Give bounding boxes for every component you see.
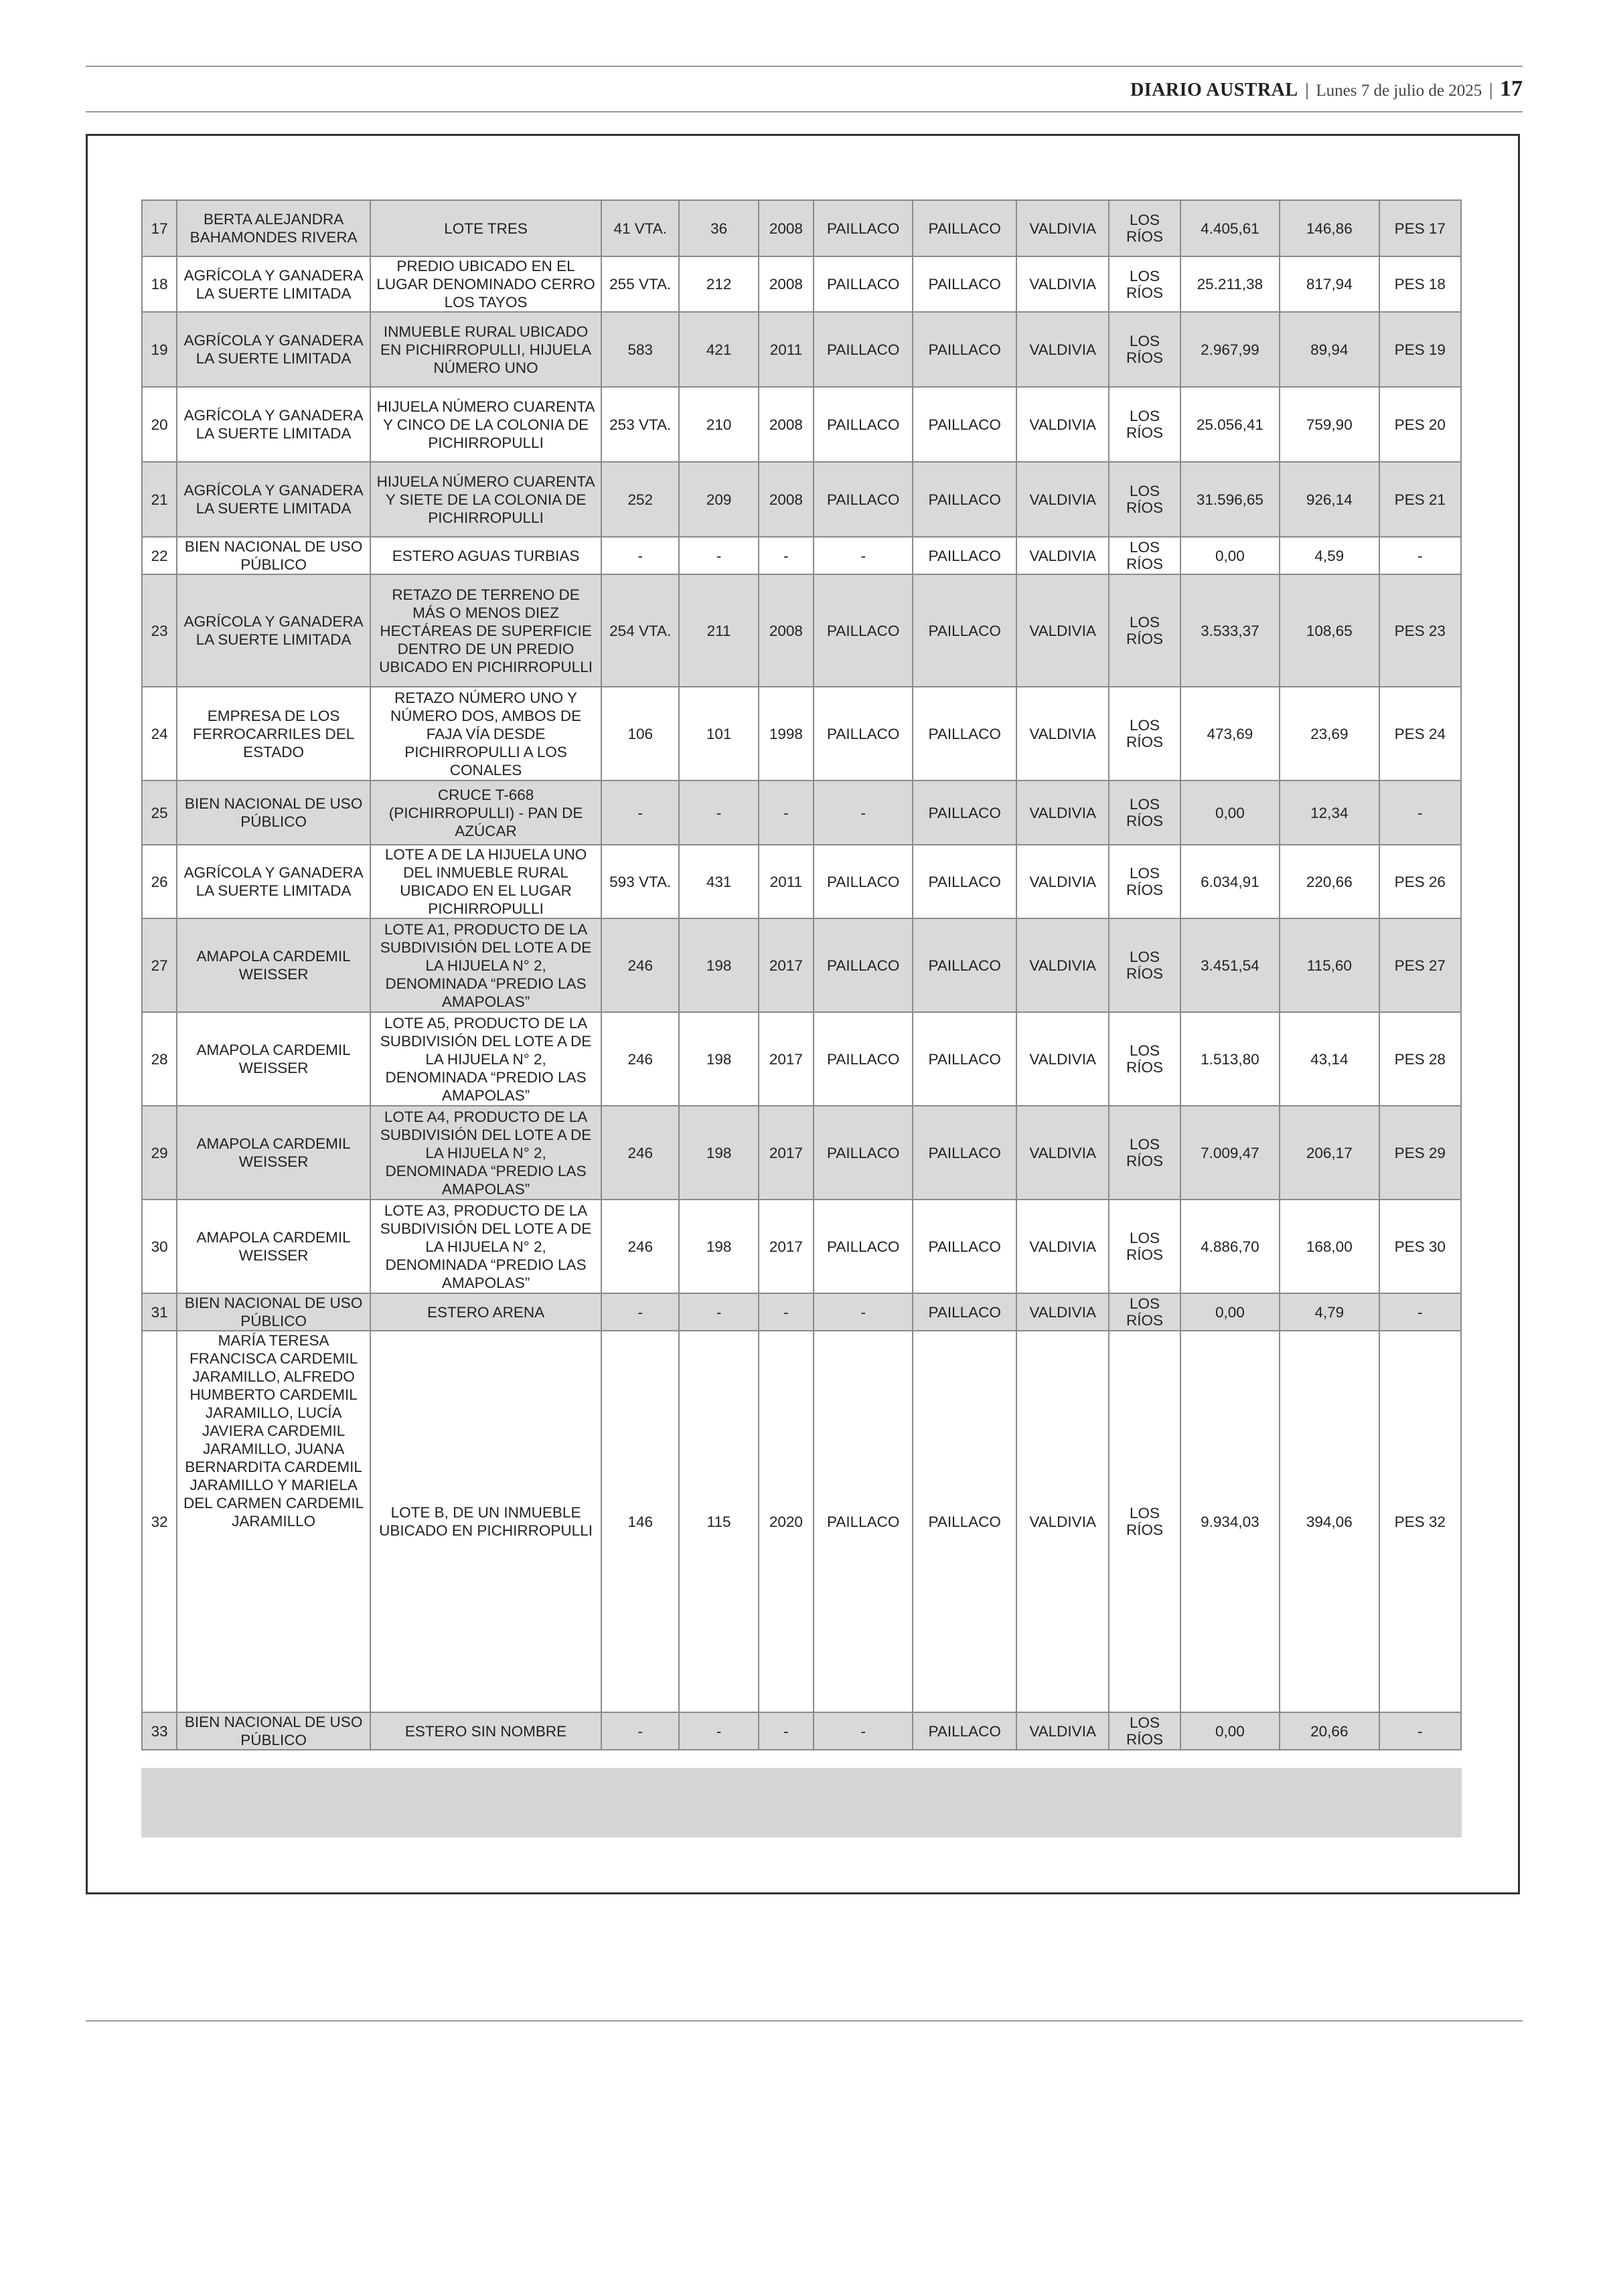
- cell-row-number: 21: [142, 462, 177, 537]
- cell-row-number: 18: [142, 256, 177, 312]
- cell-province: VALDIVIA: [1016, 1712, 1109, 1750]
- cell-region: LOS RÍOS: [1109, 387, 1180, 462]
- table-row: [142, 537, 1461, 574]
- cell-registry: PAILLACO: [814, 200, 913, 256]
- cell-surface-m2: 6.034,91: [1180, 845, 1280, 918]
- cell-surface-m2: 0,00: [1180, 1293, 1280, 1331]
- cell-fojas: 254 VTA.: [601, 574, 679, 687]
- cell-inscription-year: 2011: [759, 845, 814, 918]
- cell-plan-code: PES 21: [1379, 462, 1461, 537]
- cell-region: LOS RÍOS: [1109, 256, 1180, 312]
- cell-registry: PAILLACO: [814, 1200, 913, 1293]
- cell-owner-name: BIEN NACIONAL DE USO PÚBLICO: [177, 1293, 370, 1331]
- cell-region: LOS RÍOS: [1109, 1106, 1180, 1200]
- table-row: [142, 1012, 1461, 1106]
- cell-owner-name: AMAPOLA CARDEMIL WEISSER: [177, 918, 370, 1012]
- cell-expropriated-area: 817,94: [1280, 256, 1379, 312]
- page-header: [86, 67, 1523, 111]
- table-row: [142, 1293, 1461, 1331]
- cell-inscription-year: 2011: [759, 312, 814, 387]
- cell-comuna: PAILLACO: [913, 1293, 1016, 1331]
- cell-comuna: PAILLACO: [913, 845, 1016, 918]
- cell-expropriated-area: 43,14: [1280, 1012, 1379, 1106]
- cell-row-number: 20: [142, 387, 177, 462]
- cell-registry: -: [814, 537, 913, 574]
- cell-plan-code: PES 17: [1379, 200, 1461, 256]
- cell-comuna: PAILLACO: [913, 918, 1016, 1012]
- cell-inscription-number: 431: [679, 845, 758, 918]
- cell-inscription-number: -: [679, 1293, 758, 1331]
- table-row: [142, 312, 1461, 387]
- cell-inscription-number: 198: [679, 1200, 758, 1293]
- cell-comuna: PAILLACO: [913, 574, 1016, 687]
- cell-property-description: HIJUELA NÚMERO CUARENTA Y SIETE DE LA COLONIA DE PICHIRROPULLI: [370, 462, 601, 537]
- table-row: [142, 918, 1461, 1012]
- cell-inscription-year: 2017: [759, 1012, 814, 1106]
- cell-plan-code: PES 26: [1379, 845, 1461, 918]
- cell-province: VALDIVIA: [1016, 200, 1109, 256]
- cell-row-number: 23: [142, 574, 177, 687]
- cell-province: VALDIVIA: [1016, 462, 1109, 537]
- cell-property-description: HIJUELA NÚMERO CUARENTA Y CINCO DE LA COLONIA DE PICHIRROPULLI: [370, 387, 601, 462]
- cell-inscription-year: 2017: [759, 918, 814, 1012]
- cell-owner-name: AGRÍCOLA Y GANADERA LA SUERTE LIMITADA: [177, 845, 370, 918]
- page-number: 17: [1500, 76, 1523, 101]
- cell-fojas: 253 VTA.: [601, 387, 679, 462]
- cell-province: VALDIVIA: [1016, 312, 1109, 387]
- cell-inscription-year: 2008: [759, 256, 814, 312]
- cell-registry: PAILLACO: [814, 256, 913, 312]
- publication-name: DIARIO AUSTRAL: [1130, 80, 1298, 100]
- cell-surface-m2: 25.056,41: [1180, 387, 1280, 462]
- cell-region: LOS RÍOS: [1109, 1293, 1180, 1331]
- gray-footer-band: [141, 1768, 1462, 1837]
- cell-owner-name: AGRÍCOLA Y GANADERA LA SUERTE LIMITADA: [177, 312, 370, 387]
- cell-owner-name: MARÍA TERESA FRANCISCA CARDEMIL JARAMILLO, ALFREDO HUMBERTO CARDEMIL JARAMILLO, LUCÍA JAVIERA CARDEMIL JARAMILLO, JUANA BERNARDITA CARDEMIL JARAMILLO Y MARIELA DEL CARMEN CARDEMIL JARAMILLO: [177, 1331, 370, 1712]
- cell-fojas: -: [601, 1712, 679, 1750]
- cell-province: VALDIVIA: [1016, 781, 1109, 845]
- table-row: [142, 574, 1461, 687]
- cell-fojas: 246: [601, 918, 679, 1012]
- cell-surface-m2: 0,00: [1180, 1712, 1280, 1750]
- cell-comuna: PAILLACO: [913, 1712, 1016, 1750]
- cell-registry: -: [814, 1712, 913, 1750]
- cell-registry: -: [814, 781, 913, 845]
- cell-inscription-year: 1998: [759, 687, 814, 781]
- cell-expropriated-area: 23,69: [1280, 687, 1379, 781]
- cell-row-number: 27: [142, 918, 177, 1012]
- cell-row-number: 32: [142, 1331, 177, 1712]
- table-row: [142, 1200, 1461, 1293]
- cell-owner-name: BIEN NACIONAL DE USO PÚBLICO: [177, 1712, 370, 1750]
- cell-registry: PAILLACO: [814, 1106, 913, 1200]
- cell-region: LOS RÍOS: [1109, 1200, 1180, 1293]
- header-bottom-rule: [86, 111, 1523, 112]
- cell-plan-code: PES 18: [1379, 256, 1461, 312]
- folio-separator: |: [1488, 80, 1493, 100]
- cell-property-description: LOTE A5, PRODUCTO DE LA SUBDIVISIÓN DEL LOTE A DE LA HIJUELA N° 2, DENOMINADA “PREDIO LAS AMAPOLAS”: [370, 1012, 601, 1106]
- cell-comuna: PAILLACO: [913, 1331, 1016, 1712]
- cell-inscription-number: 211: [679, 574, 758, 687]
- cell-inscription-year: 2017: [759, 1200, 814, 1293]
- cell-province: VALDIVIA: [1016, 1293, 1109, 1331]
- cell-inscription-year: -: [759, 537, 814, 574]
- cell-inscription-year: 2017: [759, 1106, 814, 1200]
- cell-owner-name: AGRÍCOLA Y GANADERA LA SUERTE LIMITADA: [177, 574, 370, 687]
- cell-property-description: LOTE A3, PRODUCTO DE LA SUBDIVISIÓN DEL LOTE A DE LA HIJUELA N° 2, DENOMINADA “PREDIO LAS AMAPOLAS”: [370, 1200, 601, 1293]
- cell-owner-name: AMAPOLA CARDEMIL WEISSER: [177, 1200, 370, 1293]
- cell-province: VALDIVIA: [1016, 387, 1109, 462]
- folio: [1130, 76, 1523, 102]
- bottom-rule: [86, 2020, 1523, 2022]
- cell-region: LOS RÍOS: [1109, 1331, 1180, 1712]
- cell-row-number: 25: [142, 781, 177, 845]
- cell-expropriated-area: 926,14: [1280, 462, 1379, 537]
- cell-owner-name: AGRÍCOLA Y GANADERA LA SUERTE LIMITADA: [177, 462, 370, 537]
- cell-registry: PAILLACO: [814, 1012, 913, 1106]
- cell-region: LOS RÍOS: [1109, 574, 1180, 687]
- cell-property-description: RETAZO NÚMERO UNO Y NÚMERO DOS, AMBOS DE FAJA VÍA DESDE PICHIRROPULLI A LOS CONALES: [370, 687, 601, 781]
- cell-fojas: 583: [601, 312, 679, 387]
- cell-surface-m2: 3.533,37: [1180, 574, 1280, 687]
- cell-expropriated-area: 168,00: [1280, 1200, 1379, 1293]
- table-row: [142, 781, 1461, 845]
- cell-expropriated-area: 206,17: [1280, 1106, 1379, 1200]
- cell-surface-m2: 1.513,80: [1180, 1012, 1280, 1106]
- cell-property-description: ESTERO SIN NOMBRE: [370, 1712, 601, 1750]
- table-row: [142, 256, 1461, 312]
- cell-plan-code: PES 30: [1379, 1200, 1461, 1293]
- cell-surface-m2: 473,69: [1180, 687, 1280, 781]
- cell-fojas: 246: [601, 1012, 679, 1106]
- cell-plan-code: -: [1379, 1712, 1461, 1750]
- cell-inscription-number: 115: [679, 1331, 758, 1712]
- cell-surface-m2: 0,00: [1180, 781, 1280, 845]
- cell-province: VALDIVIA: [1016, 1200, 1109, 1293]
- cell-comuna: PAILLACO: [913, 537, 1016, 574]
- table-row: [142, 1331, 1461, 1712]
- cell-row-number: 17: [142, 200, 177, 256]
- cell-property-description: ESTERO ARENA: [370, 1293, 601, 1331]
- cell-plan-code: PES 19: [1379, 312, 1461, 387]
- cell-region: LOS RÍOS: [1109, 1712, 1180, 1750]
- cell-property-description: LOTE B, DE UN INMUEBLE UBICADO EN PICHIRROPULLI: [370, 1331, 601, 1712]
- cell-surface-m2: 9.934,03: [1180, 1331, 1280, 1712]
- table-body: [142, 200, 1461, 1750]
- cell-property-description: LOTE A1, PRODUCTO DE LA SUBDIVISIÓN DEL LOTE A DE LA HIJUELA N° 2, DENOMINADA “PREDIO LAS AMAPOLAS”: [370, 918, 601, 1012]
- cell-registry: PAILLACO: [814, 312, 913, 387]
- cell-expropriated-area: 89,94: [1280, 312, 1379, 387]
- cell-property-description: LOTE A4, PRODUCTO DE LA SUBDIVISIÓN DEL LOTE A DE LA HIJUELA N° 2, DENOMINADA “PREDIO LAS AMAPOLAS”: [370, 1106, 601, 1200]
- table-row: [142, 1712, 1461, 1750]
- cell-province: VALDIVIA: [1016, 918, 1109, 1012]
- cell-owner-name: AGRÍCOLA Y GANADERA LA SUERTE LIMITADA: [177, 256, 370, 312]
- cell-surface-m2: 4.886,70: [1180, 1200, 1280, 1293]
- expropriation-table: [141, 199, 1462, 1750]
- cell-region: LOS RÍOS: [1109, 537, 1180, 574]
- cell-surface-m2: 0,00: [1180, 537, 1280, 574]
- cell-inscription-number: 198: [679, 918, 758, 1012]
- cell-comuna: PAILLACO: [913, 200, 1016, 256]
- cell-region: LOS RÍOS: [1109, 918, 1180, 1012]
- cell-inscription-number: 421: [679, 312, 758, 387]
- cell-owner-name: AGRÍCOLA Y GANADERA LA SUERTE LIMITADA: [177, 387, 370, 462]
- cell-expropriated-area: 146,86: [1280, 200, 1379, 256]
- table-row: [142, 462, 1461, 537]
- cell-owner-name: AMAPOLA CARDEMIL WEISSER: [177, 1106, 370, 1200]
- cell-surface-m2: 3.451,54: [1180, 918, 1280, 1012]
- cell-region: LOS RÍOS: [1109, 312, 1180, 387]
- cell-plan-code: PES 28: [1379, 1012, 1461, 1106]
- cell-plan-code: PES 20: [1379, 387, 1461, 462]
- cell-comuna: PAILLACO: [913, 1200, 1016, 1293]
- cell-region: LOS RÍOS: [1109, 1012, 1180, 1106]
- cell-inscription-year: 2020: [759, 1331, 814, 1712]
- cell-expropriated-area: 394,06: [1280, 1331, 1379, 1712]
- cell-comuna: PAILLACO: [913, 462, 1016, 537]
- cell-inscription-number: 101: [679, 687, 758, 781]
- cell-expropriated-area: 220,66: [1280, 845, 1379, 918]
- cell-fojas: -: [601, 1293, 679, 1331]
- cell-owner-name: BIEN NACIONAL DE USO PÚBLICO: [177, 781, 370, 845]
- expropriation-table-wrapper: [141, 199, 1462, 1750]
- cell-row-number: 28: [142, 1012, 177, 1106]
- cell-inscription-year: -: [759, 1293, 814, 1331]
- cell-expropriated-area: 108,65: [1280, 574, 1379, 687]
- cell-fojas: -: [601, 537, 679, 574]
- cell-surface-m2: 25.211,38: [1180, 256, 1280, 312]
- cell-property-description: LOTE TRES: [370, 200, 601, 256]
- cell-owner-name: BIEN NACIONAL DE USO PÚBLICO: [177, 537, 370, 574]
- cell-property-description: CRUCE T-668 (PICHIRROPULLI) - PAN DE AZÚCAR: [370, 781, 601, 845]
- cell-expropriated-area: 4,79: [1280, 1293, 1379, 1331]
- cell-owner-name: BERTA ALEJANDRA BAHAMONDES RIVERA: [177, 200, 370, 256]
- cell-registry: PAILLACO: [814, 918, 913, 1012]
- cell-property-description: LOTE A DE LA HIJUELA UNO DEL INMUEBLE RURAL UBICADO EN EL LUGAR PICHIRROPULLI: [370, 845, 601, 918]
- cell-owner-name: AMAPOLA CARDEMIL WEISSER: [177, 1012, 370, 1106]
- cell-province: VALDIVIA: [1016, 537, 1109, 574]
- cell-fojas: 593 VTA.: [601, 845, 679, 918]
- cell-row-number: 33: [142, 1712, 177, 1750]
- cell-province: VALDIVIA: [1016, 845, 1109, 918]
- cell-registry: PAILLACO: [814, 845, 913, 918]
- table-row: [142, 387, 1461, 462]
- cell-fojas: 146: [601, 1331, 679, 1712]
- cell-inscription-number: 209: [679, 462, 758, 537]
- folio-separator: |: [1304, 80, 1310, 100]
- cell-surface-m2: 7.009,47: [1180, 1106, 1280, 1200]
- cell-fojas: 41 VTA.: [601, 200, 679, 256]
- table-row: [142, 687, 1461, 781]
- cell-inscription-number: -: [679, 537, 758, 574]
- cell-region: LOS RÍOS: [1109, 462, 1180, 537]
- cell-row-number: 31: [142, 1293, 177, 1331]
- cell-region: LOS RÍOS: [1109, 687, 1180, 781]
- cell-registry: PAILLACO: [814, 462, 913, 537]
- cell-inscription-number: 212: [679, 256, 758, 312]
- cell-registry: PAILLACO: [814, 387, 913, 462]
- cell-province: VALDIVIA: [1016, 574, 1109, 687]
- cell-property-description: RETAZO DE TERRENO DE MÁS O MENOS DIEZ HECTÁREAS DE SUPERFICIE DENTRO DE UN PREDIO UBICADO EN PICHIRROPULLI: [370, 574, 601, 687]
- cell-region: LOS RÍOS: [1109, 781, 1180, 845]
- cell-fojas: 246: [601, 1200, 679, 1293]
- cell-plan-code: -: [1379, 781, 1461, 845]
- cell-registry: PAILLACO: [814, 574, 913, 687]
- cell-inscription-number: 198: [679, 1106, 758, 1200]
- cell-row-number: 24: [142, 687, 177, 781]
- cell-province: VALDIVIA: [1016, 256, 1109, 312]
- cell-comuna: PAILLACO: [913, 781, 1016, 845]
- cell-surface-m2: 2.967,99: [1180, 312, 1280, 387]
- cell-inscription-year: -: [759, 781, 814, 845]
- notice-frame: [86, 134, 1520, 1894]
- cell-inscription-number: -: [679, 1712, 758, 1750]
- cell-expropriated-area: 4,59: [1280, 537, 1379, 574]
- cell-inscription-year: 2008: [759, 574, 814, 687]
- cell-inscription-year: 2008: [759, 462, 814, 537]
- cell-inscription-number: 210: [679, 387, 758, 462]
- cell-expropriated-area: 12,34: [1280, 781, 1379, 845]
- cell-property-description: ESTERO AGUAS TURBIAS: [370, 537, 601, 574]
- cell-inscription-number: -: [679, 781, 758, 845]
- cell-province: VALDIVIA: [1016, 687, 1109, 781]
- cell-fojas: -: [601, 781, 679, 845]
- cell-registry: PAILLACO: [814, 687, 913, 781]
- cell-row-number: 29: [142, 1106, 177, 1200]
- cell-province: VALDIVIA: [1016, 1106, 1109, 1200]
- cell-region: LOS RÍOS: [1109, 200, 1180, 256]
- cell-inscription-year: -: [759, 1712, 814, 1750]
- cell-registry: -: [814, 1293, 913, 1331]
- table-row: [142, 1106, 1461, 1200]
- cell-inscription-number: 36: [679, 200, 758, 256]
- cell-row-number: 30: [142, 1200, 177, 1293]
- cell-surface-m2: 4.405,61: [1180, 200, 1280, 256]
- cell-plan-code: PES 23: [1379, 574, 1461, 687]
- cell-expropriated-area: 759,90: [1280, 387, 1379, 462]
- cell-property-description: INMUEBLE RURAL UBICADO EN PICHIRROPULLI, HIJUELA NÚMERO UNO: [370, 312, 601, 387]
- cell-row-number: 22: [142, 537, 177, 574]
- cell-comuna: PAILLACO: [913, 687, 1016, 781]
- cell-row-number: 19: [142, 312, 177, 387]
- cell-fojas: 246: [601, 1106, 679, 1200]
- cell-registry: PAILLACO: [814, 1331, 913, 1712]
- table-row: [142, 845, 1461, 918]
- cell-comuna: PAILLACO: [913, 1106, 1016, 1200]
- table-row: [142, 200, 1461, 256]
- cell-fojas: 252: [601, 462, 679, 537]
- cell-plan-code: PES 32: [1379, 1331, 1461, 1712]
- cell-comuna: PAILLACO: [913, 387, 1016, 462]
- cell-expropriated-area: 115,60: [1280, 918, 1379, 1012]
- cell-inscription-number: 198: [679, 1012, 758, 1106]
- cell-plan-code: PES 27: [1379, 918, 1461, 1012]
- cell-row-number: 26: [142, 845, 177, 918]
- cell-property-description: PREDIO UBICADO EN EL LUGAR DENOMINADO CERRO LOS TAYOS: [370, 256, 601, 312]
- cell-comuna: PAILLACO: [913, 312, 1016, 387]
- cell-inscription-year: 2008: [759, 200, 814, 256]
- cell-province: VALDIVIA: [1016, 1012, 1109, 1106]
- cell-province: VALDIVIA: [1016, 1331, 1109, 1712]
- cell-fojas: 106: [601, 687, 679, 781]
- cell-fojas: 255 VTA.: [601, 256, 679, 312]
- cell-plan-code: PES 29: [1379, 1106, 1461, 1200]
- cell-owner-name: EMPRESA DE LOS FERROCARRILES DEL ESTADO: [177, 687, 370, 781]
- cell-expropriated-area: 20,66: [1280, 1712, 1379, 1750]
- cell-inscription-year: 2008: [759, 387, 814, 462]
- cell-surface-m2: 31.596,65: [1180, 462, 1280, 537]
- cell-plan-code: PES 24: [1379, 687, 1461, 781]
- cell-comuna: PAILLACO: [913, 256, 1016, 312]
- cell-comuna: PAILLACO: [913, 1012, 1016, 1106]
- issue-date: Lunes 7 de julio de 2025: [1316, 82, 1482, 100]
- cell-plan-code: -: [1379, 1293, 1461, 1331]
- cell-plan-code: -: [1379, 537, 1461, 574]
- cell-region: LOS RÍOS: [1109, 845, 1180, 918]
